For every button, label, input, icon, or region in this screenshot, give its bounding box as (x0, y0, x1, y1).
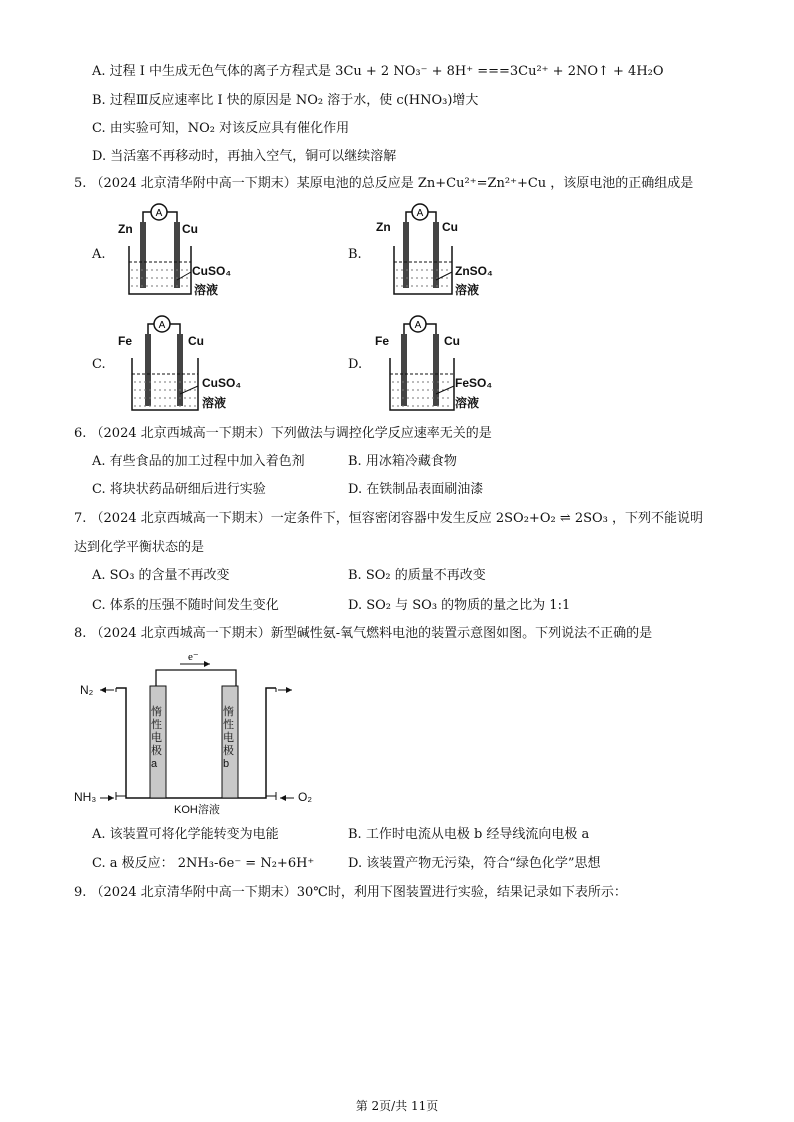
meter-a-label: A (155, 208, 163, 219)
q8-stem: 8. （2024 北京西城高一下期末）新型碱性氨-氧气燃料电池的装置示意图如图。下列说法不正确的是 (74, 626, 653, 641)
q8-option-c: C. a 极反应： 2NH₃-6e⁻ = N₂+6H⁺ (92, 856, 315, 871)
cell-a-right-metal: Cu (182, 222, 198, 236)
q4-option-c: C. 由实验可知，NO₂ 对该反应具有催化作用 (92, 121, 350, 136)
galvanic-cell-d-diagram (380, 312, 500, 412)
q5-option-c-letter: C. (92, 357, 106, 372)
q5-option-d-letter: D. (348, 357, 363, 372)
q6-option-c: C. 将块状药品研细后进行实验 (92, 482, 266, 497)
q7-option-b: B. SO₂ 的质量不再改变 (348, 568, 486, 583)
electrode-a-label: 惰性电极a (151, 706, 162, 770)
electrode-b-label: 惰性电极b (223, 706, 234, 770)
q7-stem-line2: 达到化学平衡状态的是 (74, 540, 205, 555)
electron-label: e⁻ (188, 651, 199, 663)
page-footer: 第 2页/共 11页 (355, 1099, 439, 1113)
galvanic-cell-b-diagram (380, 200, 500, 300)
q7-option-d: D. SO₂ 与 SO₃ 的物质的量之比为 1:1 (348, 598, 571, 613)
cell-a-solution: CuSO₄ (192, 264, 232, 278)
q6-option-a: A. 有些食品的加工过程中加入着色剂 (92, 454, 305, 469)
q7-option-a: A. SO₃ 的含量不再改变 (92, 568, 230, 583)
cell-a-solution-2: 溶液 (194, 283, 219, 297)
cell-d-left-metal: Fe (375, 334, 390, 348)
q8-option-a: A. 该装置可将化学能转变为电能 (92, 827, 279, 842)
meter-b-label: A (416, 208, 424, 219)
cell-c-right-metal: Cu (188, 334, 204, 348)
q6-stem: 6. （2024 北京西城高一下期末）下列做法与调控化学反应速率无关的是 (74, 426, 492, 441)
q5-option-b-letter: B. (348, 247, 362, 262)
q7-stem-line1: 7. （2024 北京西城高一下期末）一定条件下，恒容密闭容器中发生反应 2SO₂+O₂ ⇌ 2SO₃ ，下列不能说明 (74, 511, 704, 526)
meter-d-label: A (414, 320, 422, 331)
cell-c-solution-2: 溶液 (202, 396, 227, 410)
q6-option-d: D. 在铁制品表面刷油漆 (348, 482, 484, 497)
cell-b-left-metal: Zn (376, 220, 391, 234)
cell-d-solution-2: 溶液 (455, 396, 480, 410)
q4-option-b: B. 过程Ⅲ反应速率比 Ⅰ 快的原因是 NO₂ 溶于水，使 c(HNO₃)增大 (92, 93, 479, 108)
koh-label: KOH溶液 (174, 804, 220, 816)
cell-c-solution: CuSO₄ (202, 376, 242, 390)
cell-b-right-metal: Cu (442, 220, 458, 234)
o2-label: O₂ (298, 790, 312, 804)
q4-option-d: D. 当活塞不再移动时，再抽入空气，铜可以继续溶解 (92, 149, 397, 164)
cell-c-left-metal: Fe (118, 334, 133, 348)
q7-option-c: C. 体系的压强不随时间发生变化 (92, 598, 279, 613)
q9-stem: 9. （2024 北京清华附中高一下期末）30℃时，利用下图装置进行实验，结果记录如下表所示： (74, 885, 627, 900)
cell-b-solution-2: 溶液 (455, 283, 480, 297)
cell-a-left-metal: Zn (118, 222, 133, 236)
q8-option-b: B. 工作时电流从电极 b 经导线流向电极 a (348, 827, 590, 842)
q5-option-a-letter: A. (92, 247, 106, 262)
q5-stem: 5. （2024 北京清华附中高一下期末）某原电池的总反应是 Zn+Cu²⁺=Zn²⁺+Cu ，该原电池的正确组成是 (74, 176, 694, 191)
q4-option-a: A. 过程 Ⅰ 中生成无色气体的离子方程式是 3Cu + 2 NO₃⁻ + 8H⁺ ===3Cu²⁺ + 2NO↑ + 4H₂O (92, 64, 664, 79)
cell-d-solution: FeSO₄ (455, 376, 493, 390)
q6-option-b: B. 用冰箱冷藏食物 (348, 454, 457, 469)
meter-c-label: A (158, 320, 166, 331)
n2-label: N₂ (80, 683, 94, 697)
cell-b-solution: ZnSO₄ (455, 264, 493, 278)
nh3-label: NH₃ (74, 790, 97, 804)
q8-option-d: D. 该装置产物无污染，符合“绿色化学”思想 (348, 856, 601, 871)
cell-d-right-metal: Cu (444, 334, 460, 348)
